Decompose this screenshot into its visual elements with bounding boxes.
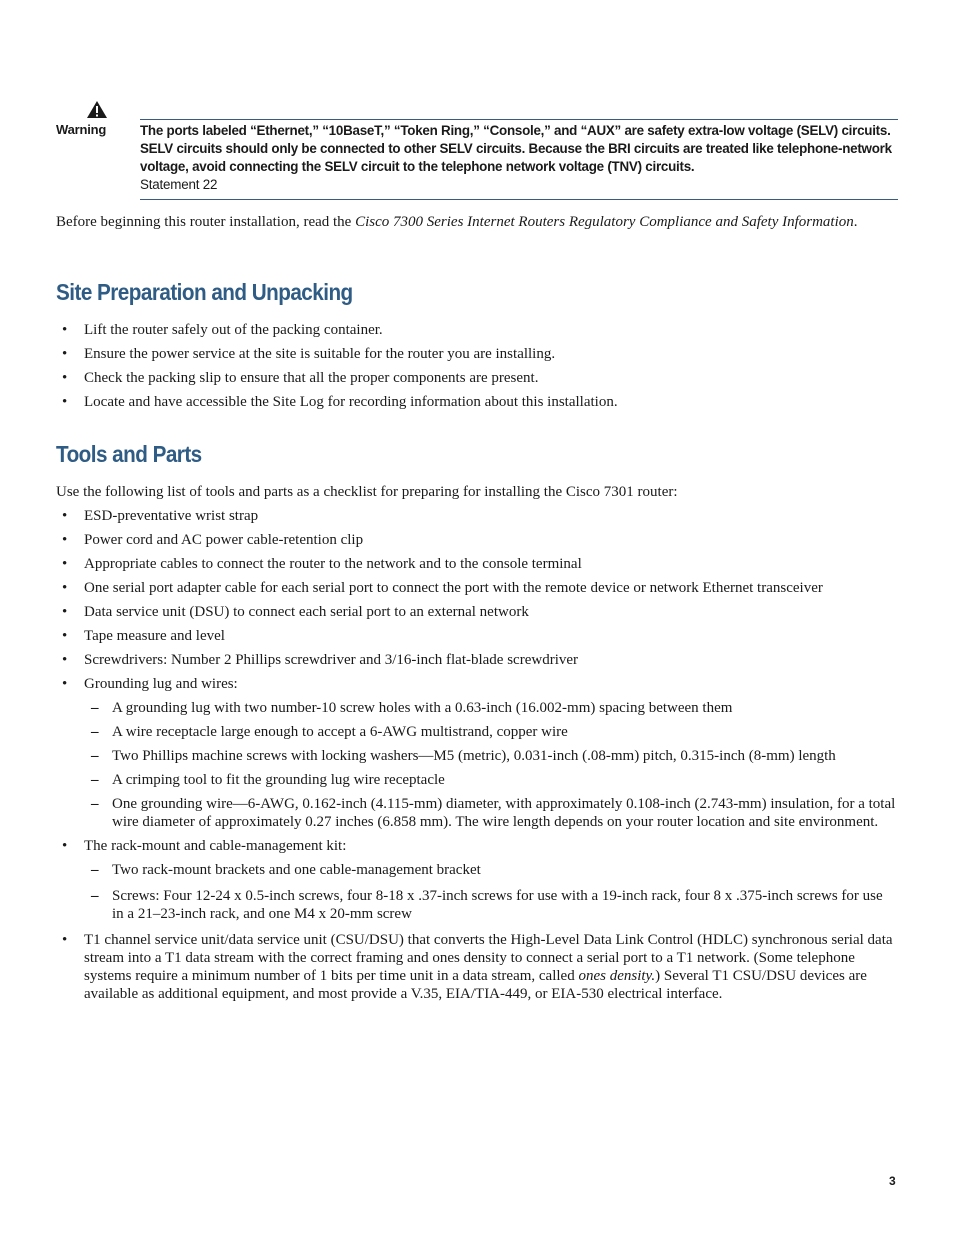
- section-heading-tools-and-parts: Tools and Parts: [56, 441, 202, 467]
- list-item: • Data service unit (DSU) to connect each serial port to an external network: [62, 604, 529, 620]
- t1-term-ones-density: ones density.: [578, 968, 656, 984]
- list-item-text: Check the packing slip to ensure that all the proper components are present.: [84, 370, 539, 386]
- list-item-text: The rack-mount and cable-management kit:: [84, 838, 347, 854]
- t1-text-after: ) Several T1 CSU/DSU devices are available as additional equipment, and most provide a V.35, EIA/TIA-449, or EIA-530 electrical interface.: [84, 968, 867, 1002]
- sub-list-item-text: One grounding wire—6-AWG, 0.162-inch (4.115-mm) diameter, with approximately 0.108-inch (2.743-mm) insulation, for a total wire diameter of approximately 0.27 inches (6.858 mm). The wire length depends on your router location and site environment.: [112, 796, 896, 830]
- grounding-sublist: [84, 699, 898, 831]
- t1-text-before: T1 channel service unit/data service unit (CSU/DSU) that converts the High-Level Data Link Control (HDLC) synchronous serial data stream into a T1 data stream with the correct framing and ones density to connect a serial port to a T1 network. (Some telephone systems require a minimum number of 1 bits per time unit in a data stream, called: [84, 932, 893, 984]
- sub-list-item-text: Two Phillips machine screws with locking washers—M5 (metric), 0.031-inch (.08-mm) pitch, 0.315-inch (8-mm) length: [112, 748, 836, 764]
- list-item-text: Data service unit (DSU) to connect each serial port to an external network: [84, 604, 529, 620]
- list-item: • Check the packing slip to ensure that all the proper components are present.: [62, 370, 539, 386]
- list-item: • Screwdrivers: Number 2 Phillips screwdriver and 3/16-inch flat-blade screwdriver: [62, 652, 579, 668]
- sub-list-item: – Two rack-mount brackets and one cable-management bracket: [91, 862, 481, 878]
- list-item-text: ESD-preventative wrist strap: [84, 508, 259, 524]
- list-item: • One serial port adapter cable for each serial port to connect the port with the remote device or network Ethernet transceiver: [62, 580, 823, 596]
- intro-text-after: .: [853, 214, 858, 230]
- list-item: • Power cord and AC power cable-retention clip: [62, 532, 364, 548]
- list-item-text: Appropriate cables to connect the router to the network and to the console terminal: [84, 556, 582, 572]
- sub-list-item: – A crimping tool to fit the grounding lug wire receptacle: [91, 772, 445, 788]
- sub-list-item: – A grounding lug with two number-10 screw holes with a 0.63-inch (16.002-mm) spacing between them: [91, 700, 733, 716]
- tools-list: [56, 507, 898, 1009]
- intro-document-title: Cisco 7300 Series Internet Routers Regulatory Compliance and Safety Information: [355, 214, 854, 230]
- sub-list-item: – One grounding wire—6-AWG, 0.162-inch (4.115-mm) diameter, with approximately 0.108-inch (2.743-mm) insulation, for a total wire diameter of approximately 0.27 inches (6.858 mm). The wire length depends on your router location and site environment.: [91, 796, 896, 830]
- warning-triangle-icon: [86, 100, 108, 119]
- intro-paragraph: [56, 213, 898, 231]
- list-item-text: Ensure the power service at the site is suitable for the router you are installing.: [84, 346, 556, 362]
- list-item-text: Grounding lug and wires:: [84, 676, 238, 692]
- list-item: • ESD-preventative wrist strap: [62, 508, 259, 524]
- list-item: • Locate and have accessible the Site Log for recording information about this installation.: [62, 394, 618, 410]
- list-item-text: Lift the router safely out of the packing container.: [84, 322, 383, 338]
- list-item-text: One serial port adapter cable for each serial port to connect the port with the remote device or network Ethernet transceiver: [84, 580, 823, 596]
- section-heading-site-preparation: Site Preparation and Unpacking: [56, 279, 353, 305]
- list-item: • Ensure the power service at the site is suitable for the router you are installing.: [62, 346, 556, 362]
- rack-kit-sublist: [84, 861, 898, 923]
- sub-list-item-text: Two rack-mount brackets and one cable-management bracket: [112, 862, 481, 878]
- sub-list-item: – A wire receptacle large enough to accept a 6-AWG multistrand, copper wire: [91, 724, 568, 740]
- list-item: • Lift the router safely out of the packing container.: [62, 322, 383, 338]
- list-item-text: Screwdrivers: Number 2 Phillips screwdriver and 3/16-inch flat-blade screwdriver: [84, 652, 579, 668]
- list-item: • Appropriate cables to connect the router to the network and to the console terminal: [62, 556, 582, 572]
- warning-box: [140, 119, 898, 200]
- list-item-text: [84, 932, 893, 1002]
- warning-statement: Statement 22: [140, 177, 218, 192]
- tools-intro-paragraph: Use the following list of tools and parts as a checklist for preparing for installing the Cisco 7301 router:: [56, 484, 678, 500]
- sub-list-item-text: A grounding lug with two number-10 screw holes with a 0.63-inch (16.002-mm) spacing between them: [112, 700, 733, 716]
- list-item-grounding: • Grounding lug and wires: – A grounding lug with two number-10 screw holes with a 0.63-inch (16.002-mm) spacing between them – A wire receptacle large enough to accept a 6-AWG multistrand, copper wire – Two Phillips machine screws with locking washers—M5 (metric), 0.031-inch (.08-mm) pitch, 0.315-inch (8-mm) length – A crimping tool to fit the grounding lug wire receptacle – One grounding wire—6-AWG, 0.162-inch (4.115-mm) diameter, with approximately 0.108-inch (2.743-mm) insulation, for a total wire diameter of approximately 0.27 inches (6.858 mm). The wire length depends on your router location and site environment.: [56, 675, 898, 831]
- list-item-t1-csu-dsu: • T1 channel service unit/data service unit (CSU/DSU) that converts the High-Level Data Link Control (HDLC) synchronous serial data stream into a T1 data stream with the correct framing and ones density to connect a serial port to a T1 network. (Some telephone systems require a minimum number of 1 bits per time unit in a data stream, called ones density.) Several T1 CSU/DSU devices are available as additional equipment, and most provide a V.35, EIA/TIA-449, or EIA-530 electrical interface.: [62, 932, 893, 1002]
- site-preparation-list: [56, 321, 898, 417]
- list-item-text: Tape measure and level: [84, 628, 225, 644]
- sub-list-item: – Two Phillips machine screws with locking washers—M5 (metric), 0.031-inch (.08-mm) pitch, 0.315-inch (8-mm) length: [91, 748, 836, 764]
- warning-text: The ports labeled “Ethernet,” “10BaseT,” “Token Ring,” “Console,” and “AUX” are safety extra-low voltage (SELV) circuits. SELV circuits should only be connected to other SELV circuits. Because the BRI circuits are treated like telephone-network voltage, avoid connecting the SELV circuit to the telephone network voltage (TNV) circuits.: [140, 123, 892, 174]
- sub-list-item-text: A crimping tool to fit the grounding lug wire receptacle: [112, 772, 445, 788]
- intro-text-before: Before beginning this router installation, read the: [56, 214, 356, 230]
- list-item-rack-kit: • The rack-mount and cable-management kit: – Two rack-mount brackets and one cable-management bracket – Screws: Four 12-24 x 0.5-inch screws, four 8-18 x .37-inch screws for use with a 19-inch rack, four 8 x .375-inch screws for use in a 21–23-inch rack, and one M4 x 20-mm screw: [56, 837, 898, 923]
- warning-label: Warning: [56, 122, 107, 137]
- sub-list-item-text: Screws: Four 12-24 x 0.5-inch screws, four 8-18 x .37-inch screws for use with a 19-inch rack, four 8 x .375-inch screws for use in a 21–23-inch rack, and one M4 x 20-mm screw: [112, 888, 883, 922]
- list-item: • Tape measure and level: [62, 628, 225, 644]
- page-number: 3: [889, 1174, 896, 1188]
- list-item-text: Power cord and AC power cable-retention clip: [84, 532, 364, 548]
- sub-list-item-text: A wire receptacle large enough to accept a 6-AWG multistrand, copper wire: [112, 724, 568, 740]
- list-item-text: Locate and have accessible the Site Log for recording information about this installation.: [84, 394, 618, 410]
- sub-list-item: – Screws: Four 12-24 x 0.5-inch screws, four 8-18 x .37-inch screws for use with a 19-inch rack, four 8 x .375-inch screws for use in a 21–23-inch rack, and one M4 x 20-mm screw: [91, 888, 883, 922]
